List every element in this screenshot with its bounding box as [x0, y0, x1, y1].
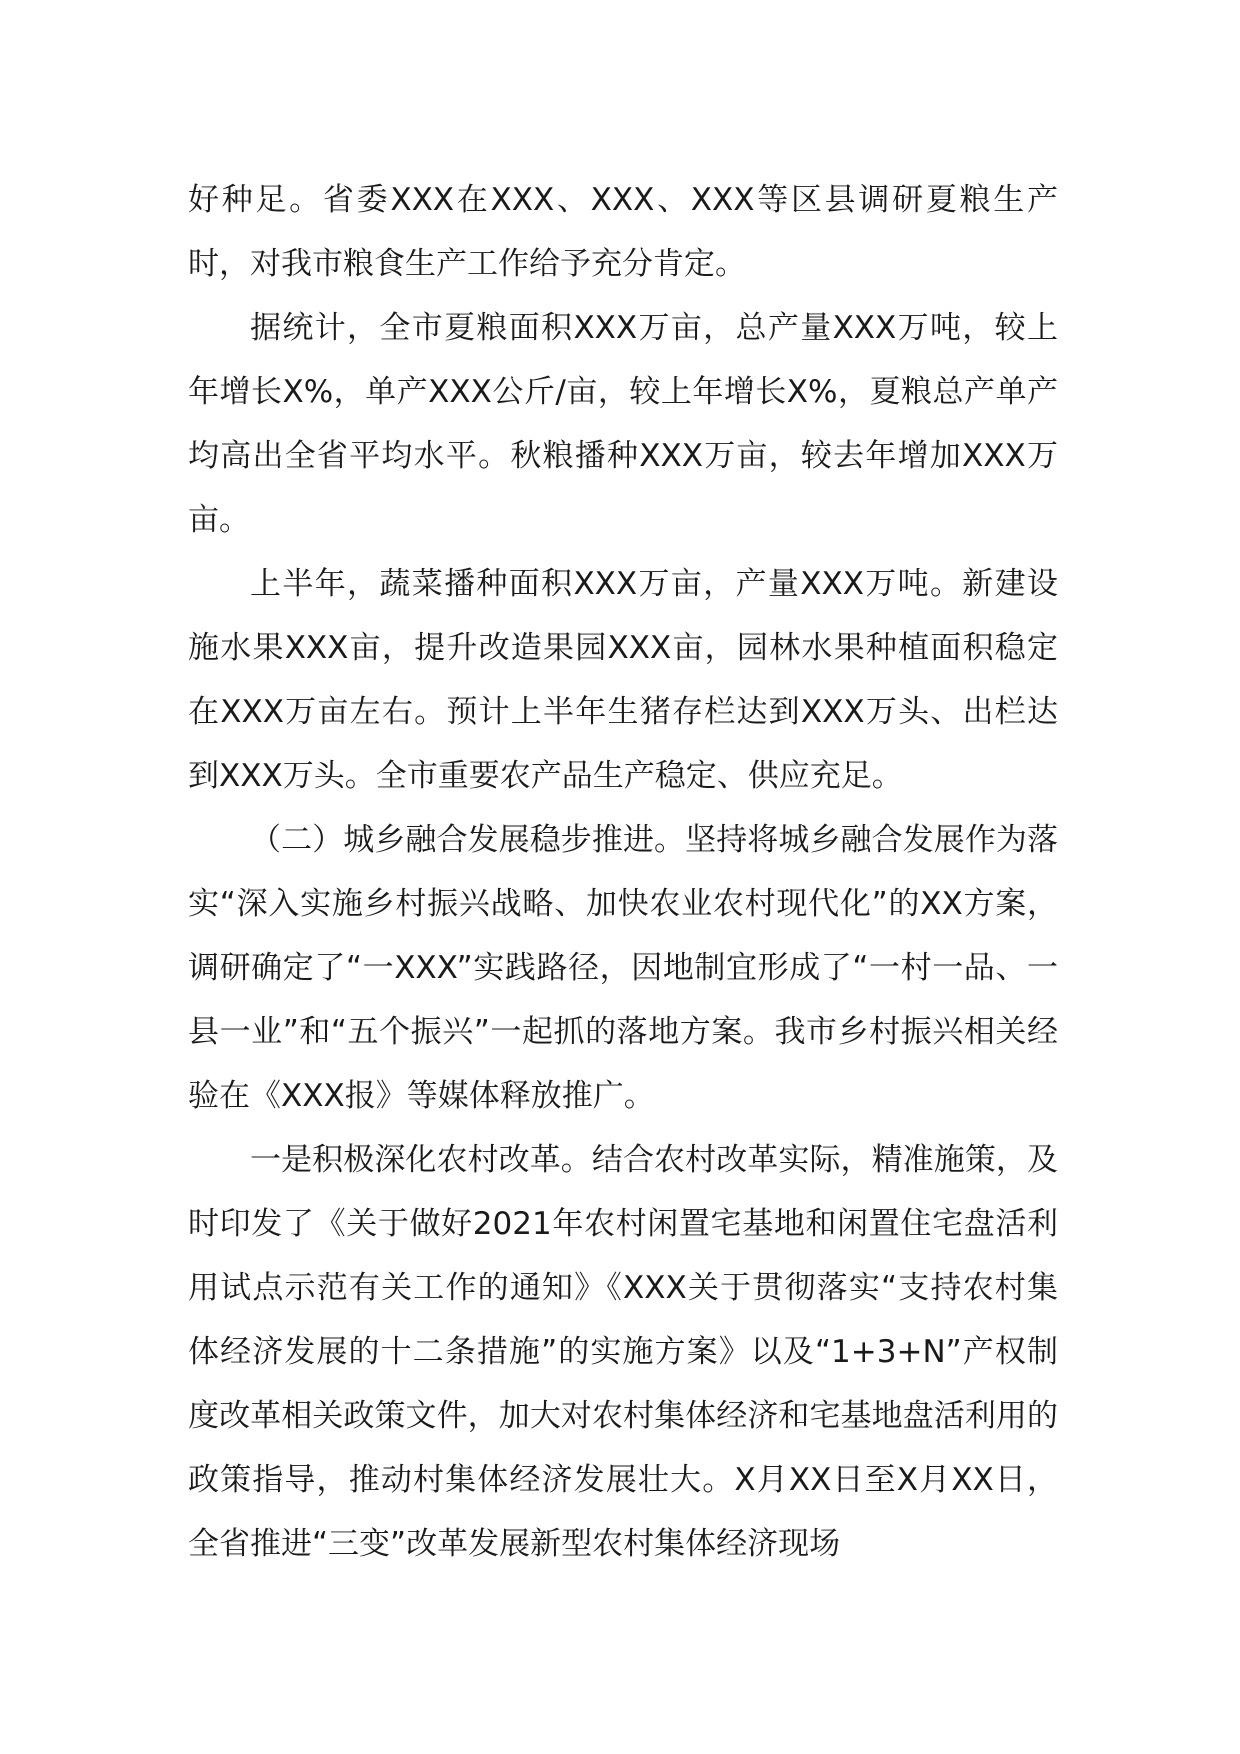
paragraph-3: 上半年，蔬菜播种面积XXX万亩，产量XXX万吨。新建设施水果XXX亩，提升改造果园XXX亩，园林水果种植面积稳定在XXX万亩左右。预计上半年生猪存栏达到XXX万头、出栏达到XXX万头。全市重要农产品生产稳定、供应充足。: [188, 566, 1058, 794]
paragraph-2: 据统计，全市夏粮面积XXX万亩，总产量XXX万吨，较上年增长X%，单产XXX公斤/亩，较上年增长X%，夏粮总产单产均高出全省平均水平。秋粮播种XXX万亩，较去年增加XXX万亩。: [188, 310, 1058, 538]
document-body: [188, 168, 1058, 1576]
paragraph-5: 一是积极深化农村改革。结合农村改革实际，精准施策，及时印发了《关于做好2021年农村闲置宅基地和闲置住宅盘活利用试点示范有关工作的通知》《XXX关于贯彻落实“支持农村集体经济发展的十二条措施”的实施方案》以及“1+3+N”产权制度改革相关政策文件，加大对农村集体经济和宅基地盘活利用的政策指导，推动村集体经济发展壮大。X月XX日至X月XX日，全省推进“三变”改革发展新型农村集体经济现场: [188, 1142, 1058, 1562]
paragraph-1: 好种足。省委XXX在XXX、XXX、XXX等区县调研夏粮生产时，对我市粮食生产工作给予充分肯定。: [188, 182, 1058, 282]
paragraph-4: （二）城乡融合发展稳步推进。坚持将城乡融合发展作为落实“深入实施乡村振兴战略、加快农业农村现代化”的XX方案，调研确定了“一XXX”实践路径，因地制宜形成了“一村一品、一县一业”和“五个振兴”一起抓的落地方案。我市乡村振兴相关经验在《XXX报》等媒体释放推广。: [188, 822, 1058, 1114]
